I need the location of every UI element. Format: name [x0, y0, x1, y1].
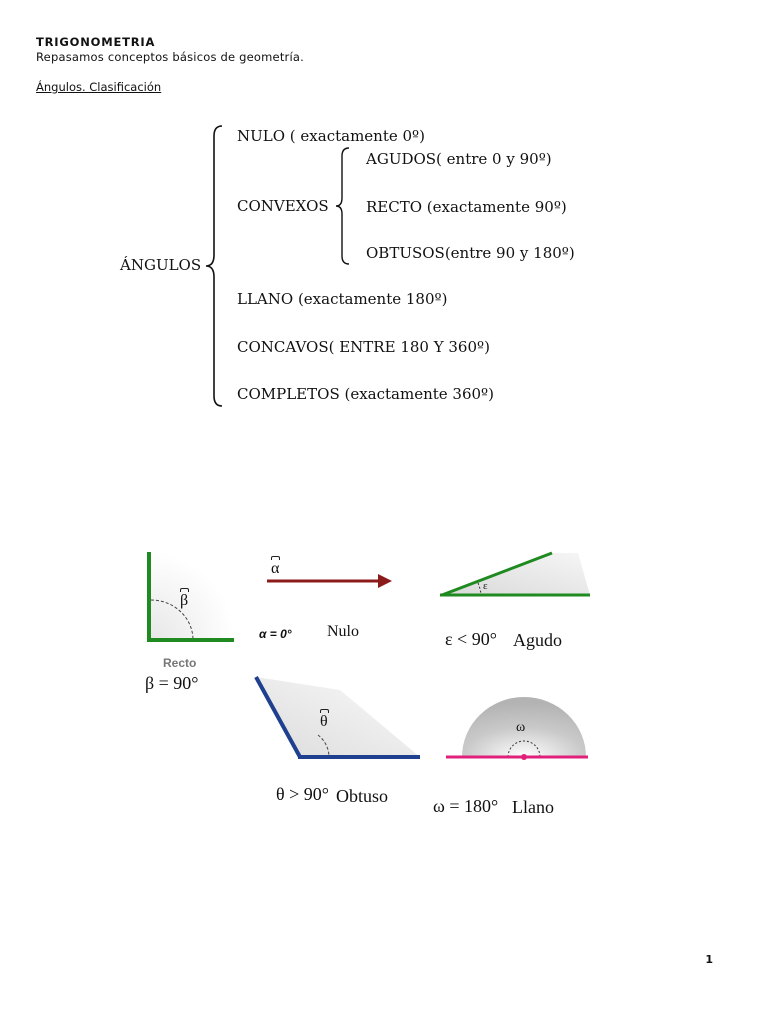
- omega-symbol: ω: [516, 720, 526, 735]
- item-recto: RECTO (exactamente 90º): [366, 198, 567, 216]
- obtuso-formula: θ > 90°: [276, 784, 329, 804]
- agudo-name: Agudo: [513, 630, 562, 650]
- figure-agudo: [440, 553, 590, 595]
- llano-name: Llano: [512, 797, 554, 817]
- nulo-name: Nulo: [327, 623, 359, 640]
- document-title: TRIGONOMETRIA: [36, 35, 156, 49]
- document-subtitle: Repasamos conceptos básicos de geometría.: [36, 50, 304, 64]
- item-obtusos: OBTUSOS(entre 90 y 180º): [366, 244, 575, 262]
- theta-symbol: θ: [320, 713, 328, 730]
- epsilon-symbol: ε: [483, 580, 488, 592]
- section-heading: Ángulos. Clasificación: [36, 80, 162, 94]
- root-angulos: ÁNGULOS: [120, 256, 202, 274]
- item-concavos: CONCAVOS( ENTRE 180 Y 360º): [237, 338, 490, 356]
- agudo-formula: ε < 90°: [445, 629, 497, 649]
- item-completos: COMPLETOS (exactamente 360º): [237, 385, 494, 403]
- recto-formula: β = 90°: [145, 673, 199, 693]
- item-nulo: NULO ( exactamente 0º): [237, 127, 425, 145]
- nulo-formula: α = 0°: [259, 627, 292, 641]
- beta-symbol: β: [180, 592, 189, 609]
- item-agudos: AGUDOS( entre 0 y 90º): [366, 150, 552, 168]
- llano-formula: ω = 180°: [433, 796, 499, 816]
- alpha-symbol: α: [271, 560, 280, 577]
- page-number: 1: [705, 953, 713, 966]
- figure-obtuso: [256, 677, 420, 757]
- figure-nulo: [267, 574, 392, 588]
- recto-caption: Recto: [163, 656, 197, 670]
- obtuso-name: Obtuso: [336, 786, 389, 806]
- item-convexos: CONVEXOS: [237, 197, 329, 215]
- item-llano: LLANO (exactamente 180º): [237, 290, 448, 308]
- figure-recto: [147, 552, 235, 642]
